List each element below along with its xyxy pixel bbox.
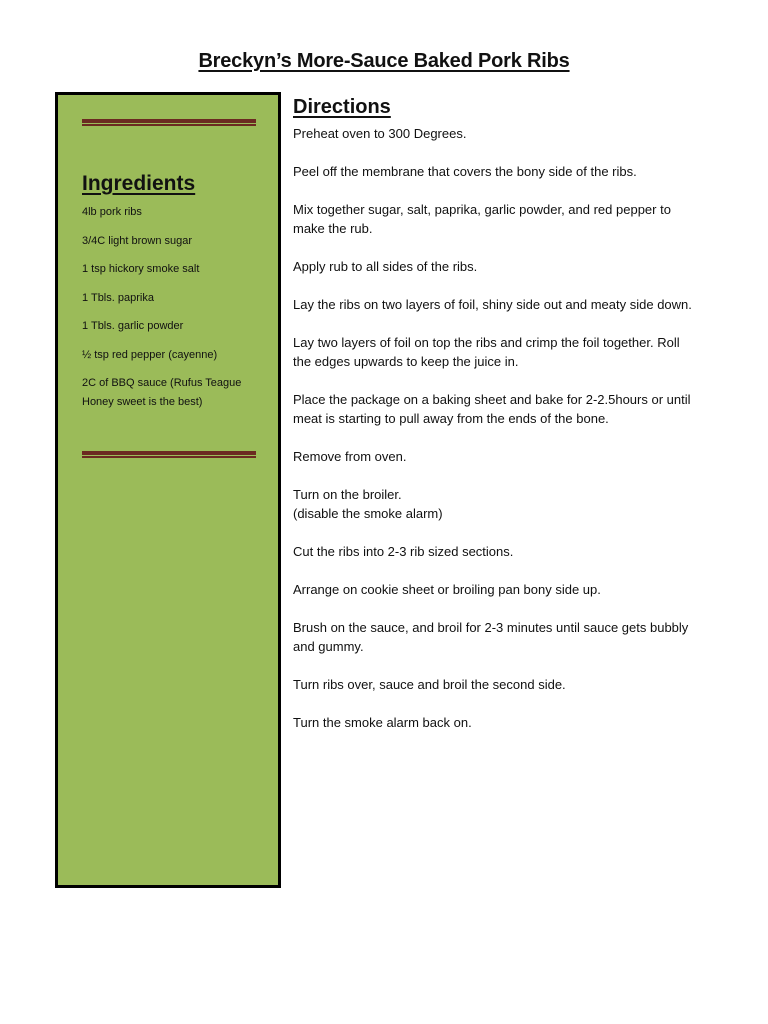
direction-step: Lay the ribs on two layers of foil, shiny side out and meaty side down. [293, 297, 692, 312]
sidebar-rule-bottom [82, 451, 256, 459]
direction-step: Cut the ribs into 2-3 rib sized sections. [293, 544, 514, 559]
ingredient-item: 2C of BBQ sauce (Rufus Teague Honey sweet is the best) [82, 377, 242, 408]
ingredients-sidebar [55, 92, 281, 888]
sidebar-rule-top [82, 119, 256, 127]
ingredients-heading: Ingredients [82, 172, 196, 195]
direction-step: Place the package on a baking sheet and bake for 2-2.5hours or until meat is starting to pull away from the ends of the bone. [293, 392, 691, 426]
direction-step: Lay two layers of foil on top the ribs and crimp the foil together. Roll the edges upwards to keep the juice in. [293, 335, 680, 369]
direction-step: Peel off the membrane that covers the bony side of the ribs. [293, 164, 637, 179]
direction-step: Turn the smoke alarm back on. [293, 715, 472, 730]
ingredients-list [82, 203, 254, 421]
ingredient-item: 3/4C light brown sugar [82, 234, 193, 247]
direction-step: Mix together sugar, salt, paprika, garlic powder, and red pepper to make the rub. [293, 202, 671, 236]
direction-step: Apply rub to all sides of the ribs. [293, 259, 478, 274]
direction-step: Brush on the sauce, and broil for 2-3 minutes until sauce gets bubbly and gummy. [293, 620, 689, 654]
directions-heading: Directions [293, 96, 391, 118]
document-title: Breckyn’s More-Sauce Baked Pork Ribs [198, 50, 570, 72]
direction-step-text: Turn on the broiler. [293, 487, 402, 502]
ingredient-item: 4lb pork ribs [82, 206, 142, 218]
direction-step: Arrange on cookie sheet or broiling pan bony side up. [293, 582, 601, 597]
ingredient-item: ½ tsp red pepper (cayenne) [82, 348, 218, 361]
directions-section [293, 94, 693, 751]
direction-step: Remove from oven. [293, 449, 407, 464]
ingredient-item: 1 Tbls. garlic powder [82, 320, 184, 332]
ingredient-item: 1 Tbls. paprika [82, 291, 154, 304]
directions-list [293, 124, 693, 732]
broiler-note: (disable the smoke alarm) [293, 506, 443, 521]
direction-step: Turn ribs over, sauce and broil the second side. [293, 677, 566, 692]
ingredient-item: 1 tsp hickory smoke salt [82, 263, 200, 275]
direction-step [293, 485, 693, 523]
direction-step: Preheat oven to 300 Degrees. [293, 126, 467, 141]
